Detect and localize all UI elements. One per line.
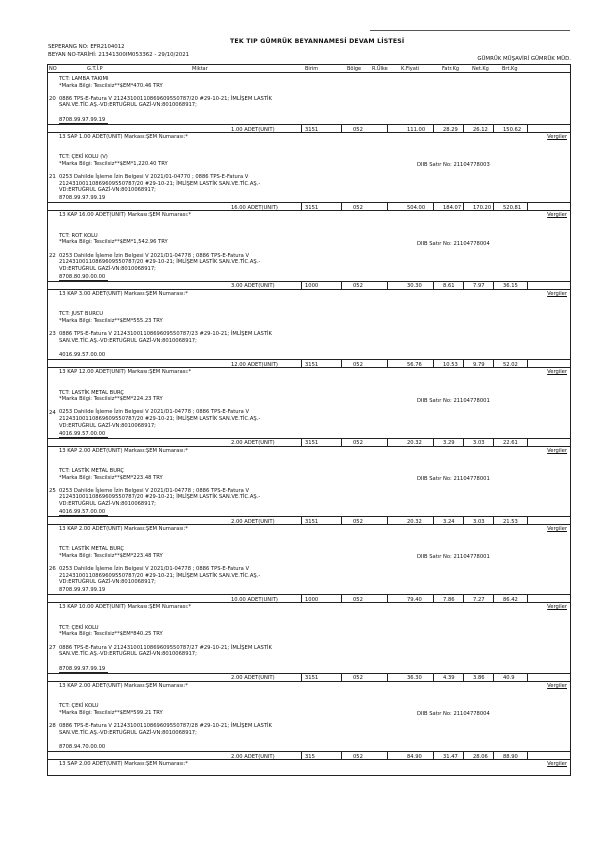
cell-separator — [433, 125, 434, 133]
item-block — [47, 388, 571, 466]
cell-separator — [463, 125, 464, 133]
cell-net: 170.20 — [473, 204, 492, 211]
quantity-row — [47, 124, 571, 133]
dib-line-number: DIIB Satır No: 21104778001 — [417, 476, 490, 482]
col-bolge: Bölge — [347, 65, 362, 72]
vergiler-link[interactable]: Vergiler — [547, 526, 567, 532]
item-description-line: VD:ERTUĞRUL GAZİ-VN:8010068917; — [59, 501, 156, 507]
package-info: 13 KAP 16.00 ADET(UNIT) Markası:ŞEM Numarası:* — [59, 212, 192, 219]
gtip-code: 4016.99.57.00.00 — [59, 509, 108, 516]
quantity-row — [47, 751, 571, 760]
quantity-row — [47, 438, 571, 447]
cell-net: 9.79 — [473, 361, 485, 368]
cell-separator — [387, 674, 388, 682]
item-description-line: TCT: LASTİK METAL BURÇ — [59, 389, 125, 396]
cell-separator — [433, 517, 434, 525]
cell-brt: 150.62 — [503, 126, 522, 133]
item-description-line: 0886 TPS-E-Fatura V 21243100110869609550787/23 #29-10-21; İMLİŞEM LASTİK — [59, 330, 272, 337]
item-number: 22 — [49, 252, 56, 259]
cell-fatr: 184.07 — [443, 204, 462, 211]
item-description-line: 0886 TPS-E-Fatura V 21243100110869609550787/20 #29-10-21; İMLİŞEM LASTİK — [59, 95, 272, 102]
seperang-number: SEPERANG NO: EFR2104012 — [48, 44, 125, 50]
gtip-code: 4016.99.57.00.00 — [59, 352, 108, 359]
cell-net: 28.06 — [473, 753, 488, 760]
item-description-line: *Marka Bilgi: Tescilsiz**$EM*224.23 TRY — [59, 396, 163, 403]
cell-separator — [387, 752, 388, 760]
col-miktar: Miktar — [192, 65, 208, 72]
item-block — [47, 466, 571, 544]
cell-separator — [341, 595, 342, 603]
cell-separator — [341, 674, 342, 682]
dib-line-number: DIIB Satır No: 21104778004 — [417, 711, 490, 718]
cell-separator — [433, 360, 434, 368]
cell-separator — [387, 517, 388, 525]
item-description-line: SAN.VE.TİC.AŞ.-VD:ERTUĞRUL GAZİ-VN:8010068917; — [59, 102, 197, 109]
cell-separator — [433, 439, 434, 447]
cell-separator — [463, 439, 464, 447]
cell-separator — [341, 125, 342, 133]
quantity-row — [47, 516, 571, 525]
cell-ulke: 052 — [353, 283, 363, 290]
item-block — [47, 152, 571, 230]
cell-fatr: 4.39 — [443, 675, 455, 682]
cell-separator — [493, 439, 494, 447]
cell-ulke: 052 — [353, 204, 363, 211]
cell-net: 7.27 — [473, 596, 485, 603]
cell-separator — [493, 752, 494, 760]
cell-separator — [387, 439, 388, 447]
cell-separator — [341, 282, 342, 290]
cell-separator — [301, 517, 302, 525]
cell-separator — [433, 595, 434, 603]
item-description-line: TCT: LAMBA TAKIMI — [59, 76, 109, 82]
cell-qty: 2.00 ADET(UNIT) — [231, 675, 275, 682]
cell-qty: 2.00 ADET(UNIT) — [231, 440, 275, 447]
cell-net: 3.86 — [473, 675, 485, 682]
cell-separator — [387, 282, 388, 290]
cell-separator — [463, 282, 464, 290]
item-description-line: TCT: ÇEKİ KOLU — [59, 624, 99, 631]
cell-kfiyat: 36.30 — [407, 675, 422, 682]
package-info: 13 SAP 1.00 ADET(UNIT) Markası:ŞEM Numarası:* — [59, 134, 188, 140]
gtip-code: 8708.99.97.99.19 — [59, 117, 108, 124]
cell-net: 3.03 — [473, 518, 485, 525]
cell-net: 26.12 — [473, 126, 488, 133]
item-description-line: 0253 Dahilde İşleme İzin Belgesi V 2021/D1-04778 ; 0886 TPS-E-Fatura V — [59, 409, 250, 416]
vergiler-link[interactable]: Vergiler — [547, 134, 567, 140]
quantity-row — [47, 281, 571, 290]
cell-qty: 2.00 ADET(UNIT) — [231, 518, 275, 525]
item-number: 21 — [49, 174, 56, 181]
cell-brt: 52.02 — [503, 361, 518, 368]
package-info: 13 KAP 2.00 ADET(UNIT) Markası:ŞEM Numarası:* — [59, 682, 188, 689]
item-description-line: 21243100110869609550787/20 #29-10-21; İMLİŞEM LASTİK SAN.VE.TİC.AŞ.- — [59, 180, 261, 187]
cell-kfiyat: 79.40 — [407, 596, 422, 603]
item-description-line: *Marka Bilgi: Tescilsiz**$EM*223.48 TRY — [59, 474, 163, 481]
cell-kfiyat: 56.76 — [407, 361, 422, 368]
item-description-line: TCT: LASTİK METAL BURÇ — [59, 546, 125, 553]
cell-separator — [493, 360, 494, 368]
package-info: 13 KAP 3.00 ADET(UNIT) Markası:ŞEM Numarası:* — [59, 290, 188, 297]
cell-separator — [493, 595, 494, 603]
item-number: 27 — [49, 644, 56, 651]
item-description-line: VD:ERTUĞRUL GAZİ-VN:8010068917; — [59, 265, 156, 272]
col-net: Net.Kg — [472, 65, 489, 72]
quantity-row — [47, 594, 571, 603]
cell-kfiyat: 20.32 — [407, 518, 422, 525]
cell-fatr: 28.29 — [443, 126, 458, 133]
cell-ulke: 052 — [353, 753, 363, 760]
cell-birim: 1000 — [305, 596, 319, 603]
cell-qty: 10.00 ADET(UNIT) — [231, 596, 278, 603]
item-description-line: TCT: ÇEKİ KOLU — [59, 703, 99, 710]
item-description-line: *Marka Bilgi: Tescilsiz**$EM*1,220.40 TRY — [59, 160, 168, 167]
item-description-line: 0253 Dahilde İşleme İzin Belgesi V 2021/01-04770 ; 0886 TPS-E-Fatura V — [59, 174, 249, 181]
cell-qty: 1.00 ADET(UNIT) — [231, 126, 275, 133]
cell-separator — [387, 360, 388, 368]
package-info: 13 KAP 2.00 ADET(UNIT) Markası:ŞEM Numarası:* — [59, 526, 188, 532]
cell-qty: 16.00 ADET(UNIT) — [231, 204, 278, 211]
quantity-row — [47, 202, 571, 211]
cell-birim: 3151 — [305, 361, 319, 368]
dib-line-number: DIIB Satır No: 21104778001 — [417, 554, 490, 561]
item-number: 25 — [49, 488, 56, 494]
cell-birim: 3151 — [305, 440, 319, 447]
item-description-line: *Marka Bilgi: Tescilsiz**$EM*1,542.96 TRY — [59, 239, 168, 246]
item-number: 23 — [49, 331, 56, 338]
cell-separator — [341, 752, 342, 760]
cell-separator — [493, 517, 494, 525]
cell-ulke: 052 — [353, 361, 363, 368]
cell-ulke: 052 — [353, 518, 363, 525]
cell-separator — [301, 360, 302, 368]
vergiler-link[interactable]: Vergiler — [547, 682, 567, 689]
declaration-number: BEYAN NO-TARİHİ: 21341300IM053362 - 29/10/2021 — [48, 52, 190, 58]
item-description-line: *Marka Bilgi: Tescilsiz**$EM*599.21 TRY — [59, 709, 163, 716]
cell-brt: 22.61 — [503, 440, 518, 447]
quantity-row — [47, 673, 571, 682]
vergiler-link[interactable]: Vergiler — [547, 290, 567, 297]
cell-ulke: 052 — [353, 126, 363, 133]
cell-separator — [463, 517, 464, 525]
cell-birim: 3151 — [305, 204, 319, 211]
cell-separator — [433, 282, 434, 290]
item-description-line: 0886 TPS-E-Fatura V 21243100110869609550787/28 #29-10-21; İMLİŞEM LASTİK — [59, 722, 272, 729]
col-no: NO — [49, 65, 57, 72]
item-description-line: SAN.VE.TİC.AŞ.-VD:ERTUĞRUL GAZİ-VN:8010068917; — [59, 651, 197, 658]
item-description-line: TCT: ROT KOLU — [59, 232, 98, 239]
cell-separator — [493, 203, 494, 211]
cell-birim: 3151 — [305, 126, 319, 133]
item-description-line: 0253 Dahilde İşleme İzin Belgesi V 2021/D1-04778 ; 0886 TPS-E-Fatura V — [59, 566, 250, 573]
item-block — [47, 74, 571, 152]
cell-separator — [527, 752, 528, 760]
cell-ulke: 052 — [353, 596, 363, 603]
cell-net: 7.97 — [473, 283, 485, 290]
cell-separator — [433, 203, 434, 211]
gtip-code: 4016.99.57.00.00 — [59, 431, 108, 438]
col-kfiyat: K.Fiyati — [401, 65, 420, 72]
gtip-code: 8708.94.70.00.00 — [59, 744, 108, 751]
item-block — [47, 623, 571, 701]
cell-separator — [301, 752, 302, 760]
cell-brt: 21.53 — [503, 518, 518, 525]
cell-separator — [527, 674, 528, 682]
gtip-code: 8708.80.90.00.00 — [59, 274, 108, 281]
gtip-code: 8708.99.97.99.19 — [59, 195, 108, 202]
cell-fatr: 7.86 — [443, 596, 455, 603]
item-description-line: *Marka Bilgi: Tescilsiz**$EM*840.25 TRY — [59, 631, 163, 638]
item-description-line: TCT: LASTİK METAL BURÇ — [59, 468, 125, 474]
cell-separator — [341, 360, 342, 368]
cell-qty: 3.00 ADET(UNIT) — [231, 283, 275, 290]
cell-brt: 86.42 — [503, 596, 518, 603]
cell-qty: 2.00 ADET(UNIT) — [231, 753, 275, 760]
item-description-line: 0253 Dahilde İşleme İzin Belgesi V 2021/D1-04778 ; 0886 TPS-E-Fatura V — [59, 252, 250, 259]
item-description-line: 21243100110869609550787/20 #29-10-21; İMLİŞEM LASTİK SAN.VE.TİC.AŞ.- — [59, 494, 261, 501]
cell-qty: 12.00 ADET(UNIT) — [231, 361, 278, 368]
cell-birim: 1000 — [305, 283, 319, 290]
cell-fatr: 8.61 — [443, 283, 455, 290]
vergiler-link[interactable]: Vergiler — [547, 447, 567, 454]
page-title: TEK TIP GÜMRÜK BEYANNAMESİ DEVAM LİSTESİ — [230, 38, 405, 45]
cell-separator — [493, 125, 494, 133]
cell-brt: 88.90 — [503, 753, 518, 760]
column-header-row — [47, 64, 571, 73]
cell-kfiyat: 111.00 — [407, 126, 426, 133]
item-description-line: 0253 Dahilde İşleme İzin Belgesi V 2021/D1-04778 ; 0886 TPS-E-Fatura V — [59, 487, 250, 494]
cell-separator — [341, 439, 342, 447]
col-ulke: R.Ülke — [372, 65, 388, 72]
cell-separator — [493, 674, 494, 682]
item-description-line: SAN.VE.TİC.AŞ.-VD:ERTUĞRUL GAZİ-VN:8010068917; — [59, 729, 197, 736]
cell-separator — [301, 674, 302, 682]
cell-net: 3.03 — [473, 440, 485, 447]
cell-separator — [527, 439, 528, 447]
cell-separator — [387, 203, 388, 211]
item-description-line: TCT: JUST BURCU — [59, 311, 104, 318]
item-number: 24 — [49, 409, 56, 416]
vergiler-link[interactable]: Vergiler — [547, 369, 567, 376]
quantity-row — [47, 359, 571, 368]
cell-separator — [463, 203, 464, 211]
item-number: 20 — [49, 96, 56, 102]
cell-separator — [527, 595, 528, 603]
dib-line-number: DIIB Satır No: 21104778004 — [417, 240, 490, 247]
dib-line-number: DIIB Satır No: 21104778001 — [417, 397, 490, 404]
cell-separator — [341, 517, 342, 525]
dib-line-number: DIIB Satır No: 21104778003 — [417, 162, 490, 169]
cell-birim: 3151 — [305, 518, 319, 525]
item-block — [47, 231, 571, 309]
cell-separator — [527, 360, 528, 368]
cell-separator — [463, 360, 464, 368]
cell-separator — [301, 203, 302, 211]
item-description-line: VD:ERTUĞRUL GAZİ-VN:8010068917; — [59, 187, 156, 194]
cell-separator — [301, 282, 302, 290]
item-description-line: *Marka Bilgi: Tescilsiz**$EM*555.23 TRY — [59, 317, 163, 324]
col-birim: Birim — [305, 65, 319, 72]
item-description-line: 21243100110869609550787/20 #29-10-21; İMLİŞEM LASTİK SAN.VE.TİC.AŞ.- — [59, 415, 261, 422]
cell-fatr: 31.47 — [443, 753, 458, 760]
item-description-line: *Marka Bilgi: Tescilsiz**$EM*223.48 TRY — [59, 552, 163, 559]
cell-separator — [493, 282, 494, 290]
item-block — [47, 701, 571, 779]
cell-fatr: 3.24 — [443, 518, 455, 525]
cell-separator — [527, 203, 528, 211]
item-description-line: VD:ERTUĞRUL GAZİ-VN:8010068917; — [59, 579, 156, 586]
cell-fatr: 10.53 — [443, 361, 458, 368]
cell-separator — [387, 125, 388, 133]
item-number: 26 — [49, 566, 56, 573]
col-fatr: Fatr.Kg — [442, 65, 460, 72]
package-info: 13 KAP 12.00 ADET(UNIT) Markası:ŞEM Numarası:* — [59, 369, 192, 376]
cell-separator — [463, 595, 464, 603]
cell-separator — [433, 752, 434, 760]
cell-separator — [301, 125, 302, 133]
top-rule — [370, 30, 570, 31]
cell-brt: 36.15 — [503, 283, 518, 290]
cell-kfiyat: 84.90 — [407, 753, 422, 760]
item-description-line: VD:ERTUĞRUL GAZİ-VN:8010068917; — [59, 422, 156, 429]
item-block — [47, 309, 571, 387]
customs-office: GÜMRÜK MÜŞAVİRİ GÜMRÜK MÜD. — [477, 56, 571, 62]
item-description-line: 0886 TPS-E-Fatura V 21243100110869609550787/27 #29-10-21; İMLİŞEM LASTİK — [59, 644, 272, 651]
package-info: 13 KAP 10.00 ADET(UNIT) Markası:ŞEM Numarası:* — [59, 604, 192, 611]
cell-brt: 520.81 — [503, 204, 522, 211]
cell-separator — [527, 125, 528, 133]
cell-birim: 3151 — [305, 675, 319, 682]
cell-kfiyat: 20.32 — [407, 440, 422, 447]
gtip-code: 8708.99.97.99.19 — [59, 666, 108, 673]
cell-separator — [463, 752, 464, 760]
cell-kfiyat: 504.00 — [407, 204, 426, 211]
vergiler-link[interactable]: Vergiler — [547, 604, 567, 611]
item-number: 28 — [49, 723, 56, 730]
item-description-line: TCT: ÇEKİ KOLU (V) — [59, 154, 108, 161]
item-description-line: SAN.VE.TİC.AŞ.-VD:ERTUĞRUL GAZİ-VN:8010068917; — [59, 337, 197, 344]
gtip-code: 8708.99.97.99.19 — [59, 587, 108, 594]
col-gtip: G.T.İ.P — [87, 65, 103, 72]
vergiler-link[interactable]: Vergiler — [547, 212, 567, 219]
cell-separator — [341, 203, 342, 211]
cell-separator — [387, 595, 388, 603]
package-info: 13 KAP 2.00 ADET(UNIT) Markası:ŞEM Numarası:* — [59, 447, 188, 454]
item-description-line: *Marka Bilgi: Tescilsiz**$EM*470.46 TRY — [59, 82, 163, 89]
item-block — [47, 544, 571, 622]
col-brt: Brt.Kg — [502, 65, 518, 72]
item-description-line: 21243100110869609550787/20 #29-10-21; İMLİŞEM LASTİK SAN.VE.TİC.AŞ.- — [59, 572, 261, 579]
package-info: 13 SAP 2.00 ADET(UNIT) Markası:ŞEM Numarası:* — [59, 761, 188, 768]
cell-separator — [301, 595, 302, 603]
vergiler-link[interactable]: Vergiler — [547, 761, 567, 768]
cell-ulke: 052 — [353, 440, 363, 447]
cell-separator — [301, 439, 302, 447]
cell-separator — [463, 674, 464, 682]
cell-brt: 40.9 — [503, 675, 515, 682]
cell-birim: 315 — [305, 753, 315, 760]
cell-separator — [527, 517, 528, 525]
item-description-line: 21243100110869609550787/20 #29-10-21; İMLİŞEM LASTİK SAN.VE.TİC.AŞ.- — [59, 259, 261, 266]
cell-fatr: 3.29 — [443, 440, 455, 447]
cell-separator — [527, 282, 528, 290]
cell-ulke: 052 — [353, 675, 363, 682]
cell-separator — [433, 674, 434, 682]
cell-kfiyat: 30.30 — [407, 283, 422, 290]
